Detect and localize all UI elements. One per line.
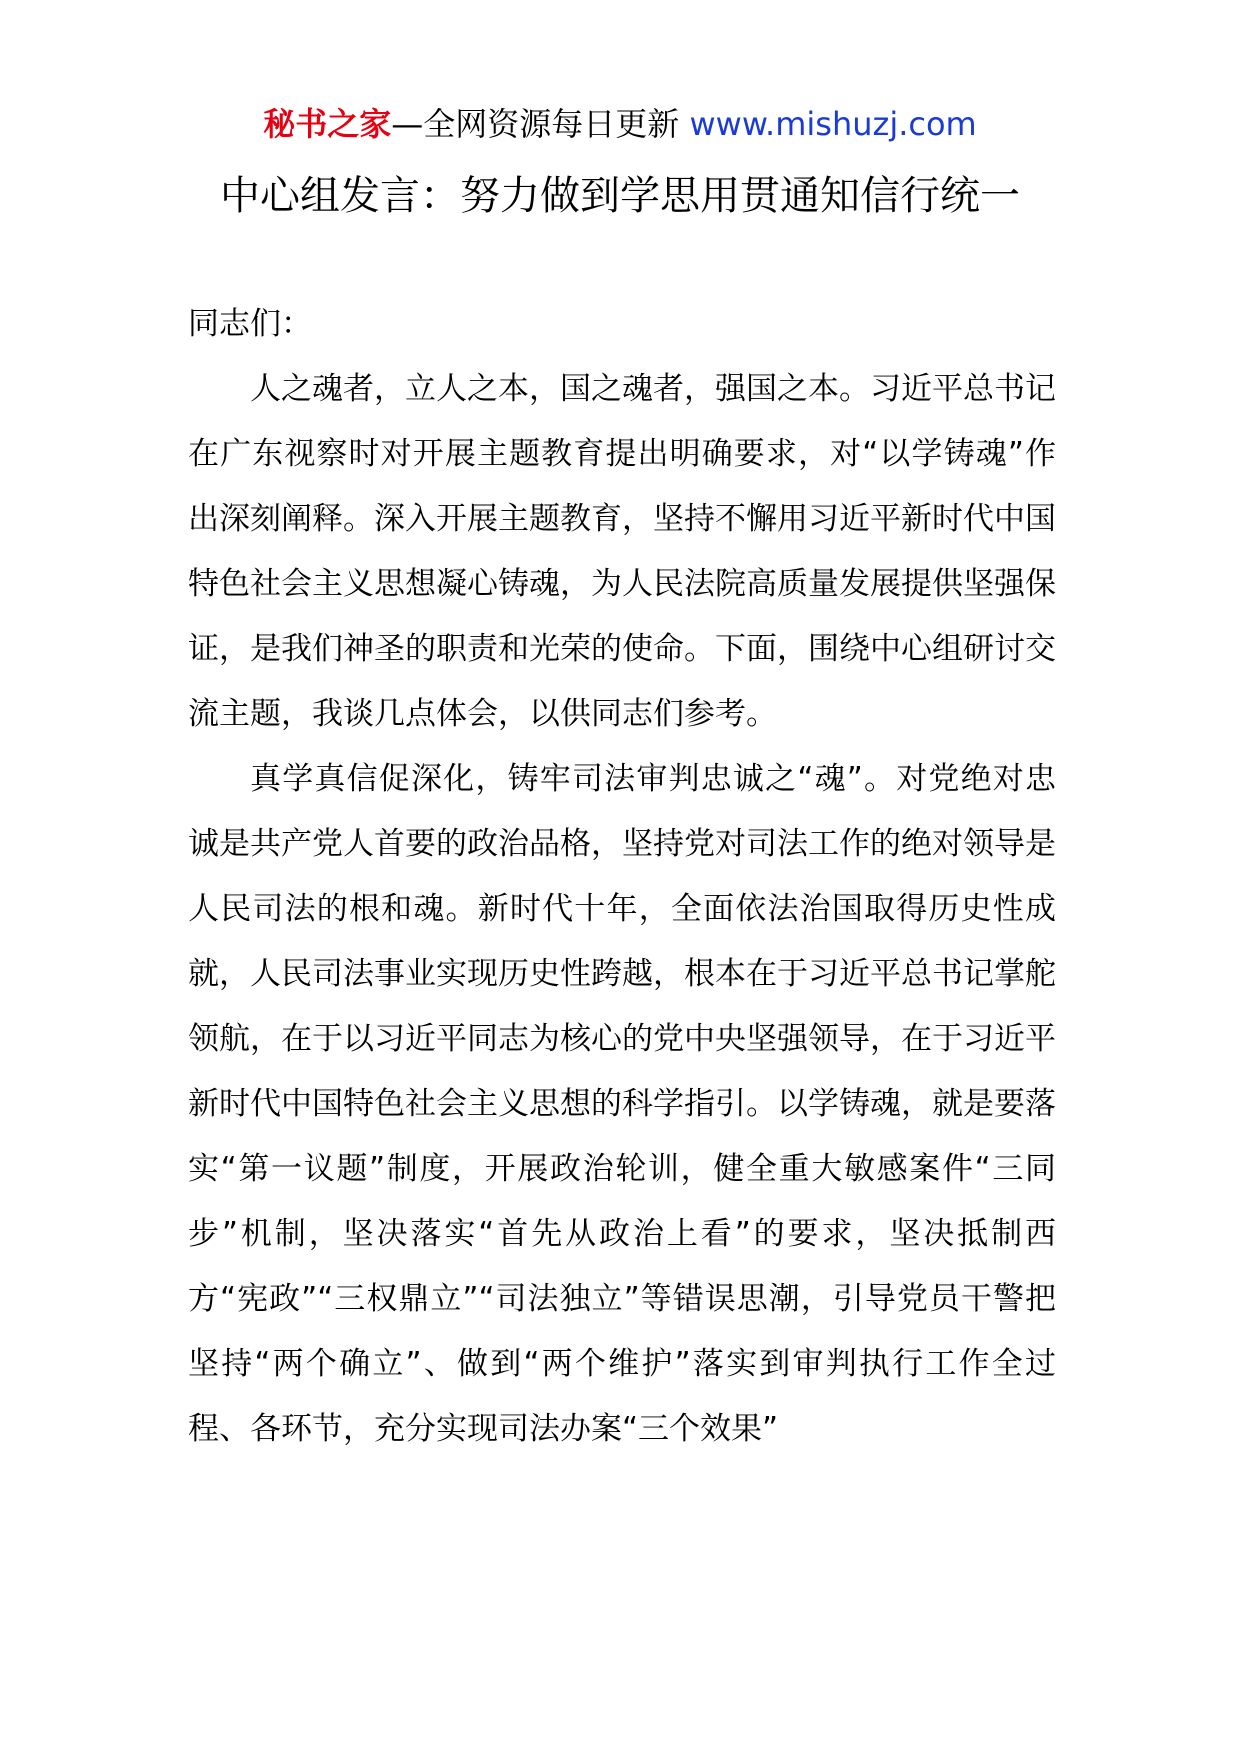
site-tagline: —全网资源每日更新 [391,105,690,143]
body-paragraph: 人之魂者，立人之本，国之魂者，强国之本。习近平总书记在广东视察时对开展主题教育提出明确要求，对“以学铸魂”作出深刻阐释。深入开展主题教育，坚持不懈用习近平新时代中国特色社会主义思想凝心铸魂，为人民法院高质量发展提供坚强保证，是我们神圣的职责和光荣的使命。下面，围绕中心组研讨交流主题，我谈几点体会，以供同志们参考。 [188,371,1056,732]
body-paragraph: 真学真信促深化，铸牢司法审判忠诚之“魂”。对党绝对忠诚是共产党人首要的政治品格，坚持党对司法工作的绝对领导是人民司法的根和魂。新时代十年，全面依法治国取得历史性成就，人民司法事业实现历史性跨越，根本在于习近平总书记掌舵领航，在于以习近平同志为核心的党中央坚强领导，在于习近平新时代中国特色社会主义思想的科学指引。以学铸魂，就是要落实“第一议题”制度，开展政治轮训，健全重大敏感案件“三同步”机制，坚决落实“首先从政治上看”的要求，坚决抵制西方“宪政”“三权鼎立”“司法独立”等错误思潮，引导党员干警把坚持“两个确立”、做到“两个维护”落实到审判执行工作全过程、各环节，充分实现司法办案“三个效果” [188,761,1056,1447]
site-url-link[interactable]: www.mishuzj.com [689,105,977,143]
site-name: 秘书之家 [263,105,392,143]
site-header [0,100,1240,148]
document-title: 中心组发言：努力做到学思用贯通知信行统一 [220,173,1020,219]
document-body [188,292,1056,1462]
salutation: 同志们： [188,306,312,342]
